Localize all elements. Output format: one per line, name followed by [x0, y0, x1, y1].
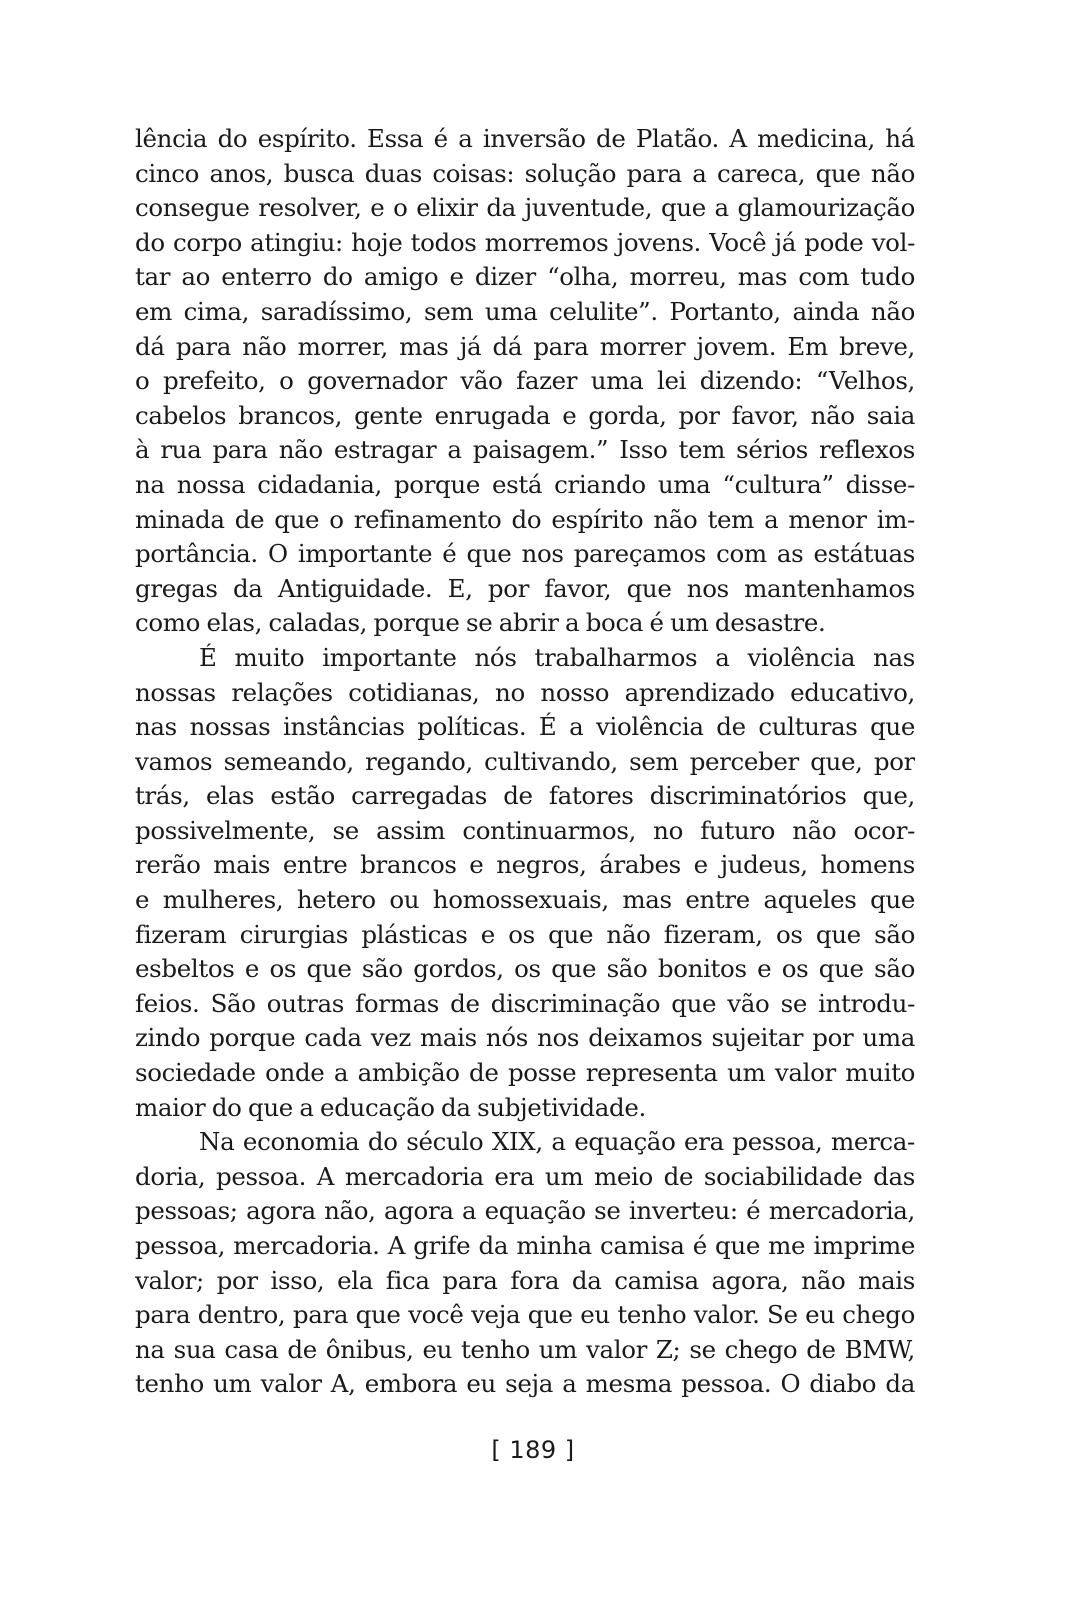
text-line: nossas relações cotidianas, no nosso aprendizado educativo, [135, 677, 915, 707]
text-line: consegue resolver, e o elixir da juventude, que a glamourização [135, 193, 915, 223]
text-line: tar ao enterro do amigo e dizer “olha, morreu, mas com tudo [135, 262, 915, 292]
text-line: cabelos brancos, gente enrugada e gorda, por favor, não saia [135, 400, 915, 430]
text-line: cinco anos, busca duas coisas: solução para a careca, que não [135, 158, 915, 188]
text-line: minada de que o refinamento do espírito não tem a menor im- [135, 504, 915, 534]
text-line: tenho um valor A, embora eu seja a mesma pessoa. O diabo da [135, 1369, 915, 1399]
text-line: pessoa, mercadoria. A grife da minha camisa é que me imprime [135, 1231, 915, 1260]
text-line: trás, elas estão carregadas de fatores discriminatórios que, [135, 781, 915, 811]
text-line: feios. São outras formas de discriminação que vão se introdu- [135, 988, 915, 1018]
text-line: na nossa cidadania, porque está criando uma “cultura” disse- [135, 469, 915, 499]
text-line: sociedade onde a ambição de posse representa um valor muito [135, 1058, 915, 1088]
text-line: rerão mais entre brancos e negros, árabes e judeus, homens [135, 850, 915, 880]
body-text [135, 122, 915, 1402]
page-number: [ 189 ] [491, 1436, 575, 1464]
text-line: fizeram cirurgias plásticas e os que não fizeram, os que são [135, 919, 915, 949]
text-line: à rua para não estragar a paisagem.” Isso tem sérios reflexos [135, 435, 915, 465]
text-line: gregas da Antiguidade. E, por favor, que nos mantenhamos [135, 573, 915, 603]
text-line: na sua casa de ônibus, eu tenho um valor Z; se chego de BMW, [135, 1334, 915, 1364]
text-line: É muito importante nós trabalharmos a violência nas [199, 642, 915, 672]
text-line: zindo porque cada vez mais nós nos deixamos sujeitar por uma [135, 1023, 915, 1053]
text-line: para dentro, para que você veja que eu tenho valor. Se eu chego [135, 1300, 915, 1330]
text-line: maior do que a educação da subjetividade. [135, 1092, 646, 1122]
text-line: portância. O importante é que nos pareçamos com as estátuas [135, 539, 915, 569]
text-line: nas nossas instâncias políticas. É a violência de culturas que [135, 712, 915, 742]
text-line: esbeltos e os que são gordos, os que são bonitos e os que são [135, 954, 915, 984]
text-line: vamos semeando, regando, cultivando, sem perceber que, por [135, 746, 915, 776]
text-line: doria, pessoa. A mercadoria era um meio de sociabilidade das [135, 1161, 915, 1191]
text-line: dá para não morrer, mas já dá para morrer jovem. Em breve, [135, 331, 915, 361]
text-line: em cima, saradíssimo, sem uma celulite”. Portanto, ainda não [135, 296, 915, 326]
text-line: pessoas; agora não, agora a equação se inverteu: é mercadoria, [135, 1196, 915, 1226]
text-line: e mulheres, hetero ou homossexuais, mas entre aqueles que [135, 885, 915, 915]
text-line: lência do espírito. Essa é a inversão de Platão. A medicina, há [135, 124, 915, 153]
text-line: como elas, caladas, porque se abrir a boca é um desastre. [135, 608, 826, 638]
text-line: possivelmente, se assim continuarmos, no futuro não ocor- [135, 815, 915, 845]
text-line: valor; por isso, ela fica para fora da camisa agora, não mais [135, 1265, 915, 1295]
text-line: do corpo atingiu: hoje todos morremos jovens. Você já pode vol- [135, 227, 915, 257]
text-line: o prefeito, o governador vão fazer uma lei dizendo: “Velhos, [135, 366, 915, 396]
text-line: Na economia do século XIX, a equação era pessoa, merca- [199, 1127, 915, 1157]
